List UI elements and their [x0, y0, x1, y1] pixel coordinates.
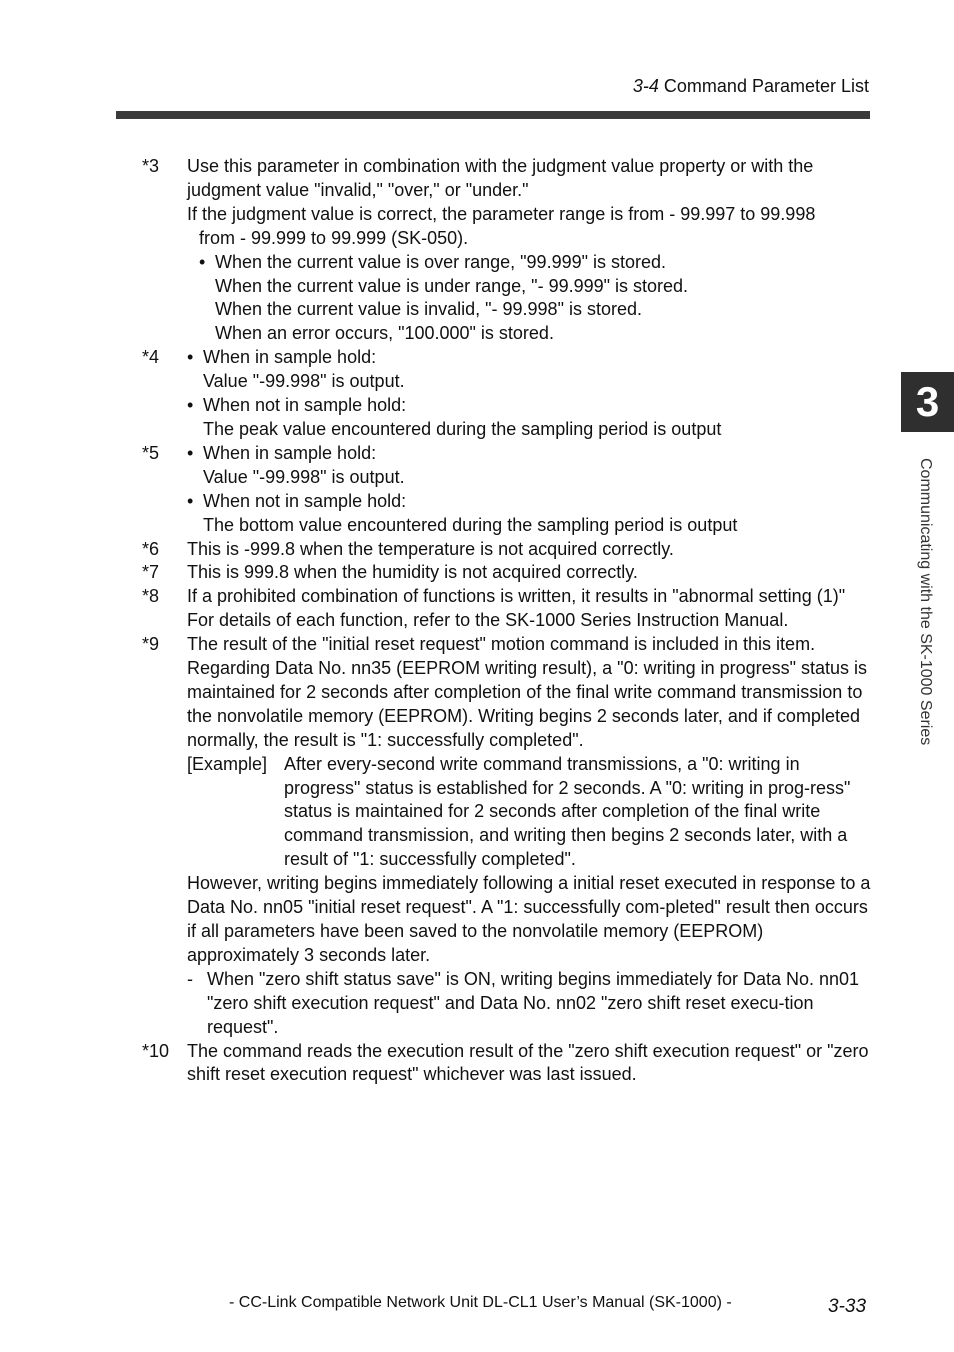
note-mark: *5 — [142, 442, 160, 463]
list-item-detail: The bottom value encountered during the sampling period is output — [203, 514, 738, 535]
dash-item-text: When "zero shift status save" is ON, writing begins immediately for Data No. nn01 "zero shift execution request" and Data No. nn02 "zero shift reset execu-tion request". — [207, 968, 860, 1037]
note-mark: *7 — [142, 562, 160, 583]
note-9 — [142, 633, 876, 1039]
list-item — [187, 490, 876, 514]
dash-item — [187, 968, 876, 1040]
running-header — [633, 76, 869, 97]
note-4 — [142, 346, 876, 442]
list-item-detail: Value "-99.998" is output. — [203, 466, 405, 487]
page-number: 3-33 — [828, 1296, 867, 1317]
example-label: [Example] — [187, 753, 268, 774]
footer-manual-title: - CC-Link Compatible Network Unit DL-CL1 User’s Manual (SK-1000) - — [229, 1294, 732, 1311]
list-item-detail: The peak value encountered during the sampling period is output — [203, 418, 722, 439]
note-6 — [142, 538, 876, 562]
note-3 — [142, 155, 876, 346]
section-number: 3-4 — [632, 76, 659, 96]
note-5 — [142, 442, 876, 538]
bullet: • — [187, 395, 194, 416]
dash-mark: - — [187, 968, 193, 989]
note-7 — [142, 561, 876, 585]
note-paragraph: However, writing begins immediately following a initial reset executed in response to a Data No. nn05 "initial reset request". A "1: successfully com-pleted" result then occurs if all parameters have been saved to the nonvolatile memory (EEPROM) approximately 3 seconds later. — [187, 873, 871, 965]
section-title: Command Parameter List — [663, 76, 869, 96]
bullet: • — [187, 490, 194, 511]
chapter-side-label: Communicating with the SK-1000 Series — [917, 458, 934, 746]
list-item — [199, 322, 876, 346]
note-mark: *3 — [142, 156, 160, 176]
list-item — [199, 251, 876, 275]
note-paragraph: The result of the "initial reset request" motion command is included in this item. Regarding Data No. nn35 (EEPROM writing result), a "0: writing in progress" status is maintained for 2 seconds after completion of the final write command transmission to the nonvolatile memory (EEPROM). Writing begins 2 seconds later, and if completed normally, the result is "1: successfully completed". — [187, 634, 868, 750]
list-item-text: When in sample hold: — [203, 442, 377, 463]
note-paragraph: This is -999.8 when the temperature is not acquired correctly. — [187, 538, 674, 559]
list-item — [187, 394, 876, 418]
example-text: After every-second write command transmissions, a "0: writing in progress" status is established for 2 seconds. A "0: writing in prog-ress" status is maintained for 2 seconds after completion of the final write command transmission, and writing then begins 2 seconds later, with a result of "1: successfully completed". — [284, 753, 851, 870]
note-paragraph: If a prohibited combination of functions is written, it results in "abnormal setting (1)" For details of each function, refer to the SK-1000 Series Instruction Manual. — [187, 586, 846, 631]
note-paragraph: The command reads the execution result of the "zero shift execution request" or "zero shift reset execution request" whichever was last issued. — [187, 1040, 869, 1085]
example-block — [187, 753, 876, 873]
list-item — [187, 442, 876, 466]
list-item-text: When not in sample hold: — [203, 395, 407, 416]
bullet: • — [199, 251, 206, 272]
list-item-text: When the current value is invalid, "- 99.998" is stored. — [215, 299, 642, 320]
list-item-text: When an error occurs, "100.000" is stored. — [215, 323, 554, 344]
notes-body — [142, 155, 876, 1087]
note-mark: *9 — [142, 634, 160, 655]
list-item-detail: Value "-99.998" is output. — [203, 371, 405, 392]
header-rule — [116, 111, 870, 119]
list-item — [199, 275, 876, 299]
note-paragraph: Use this parameter in combination with the judgment value property or with the judgment value "invalid," "over," or "under." — [187, 156, 814, 200]
note-mark: *4 — [142, 347, 160, 368]
chapter-tab: 3 — [901, 372, 954, 432]
list-item-text: When the current value is over range, "99.999" is stored. — [215, 251, 667, 272]
note-mark: *8 — [142, 586, 160, 607]
note-paragraph: This is 999.8 when the humidity is not acquired correctly. — [187, 562, 638, 583]
note-mark: *10 — [142, 1040, 170, 1061]
note-8 — [142, 585, 876, 633]
note-paragraph: If the judgment value is correct, the parameter range is from - 99.997 to 99.998 — [187, 203, 816, 224]
list-item-text: When in sample hold: — [203, 347, 377, 368]
list-item-text: When not in sample hold: — [203, 490, 407, 511]
bullet: • — [187, 347, 194, 368]
note-paragraph: from - 99.999 to 99.999 (SK-050). — [199, 227, 469, 248]
list-item — [199, 298, 876, 322]
bullet: • — [187, 442, 194, 463]
note-10 — [142, 1040, 876, 1088]
note-mark: *6 — [142, 538, 160, 559]
list-item-text: When the current value is under range, "- 99.999" is stored. — [215, 275, 689, 296]
list-item — [187, 346, 876, 370]
